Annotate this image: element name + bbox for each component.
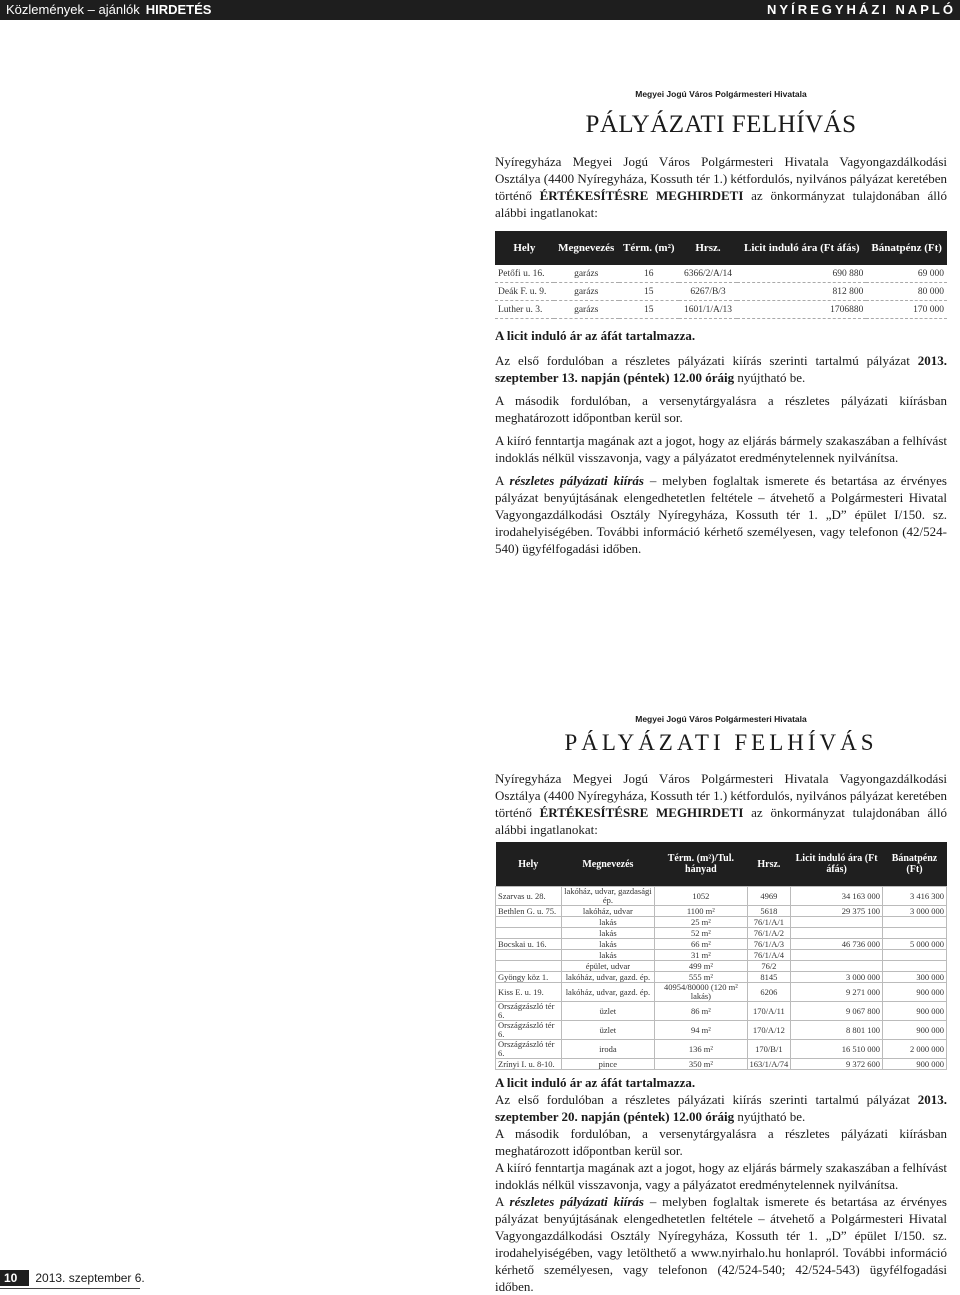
table-cell: 31 m² [655,950,747,961]
table-cell: Bocskai u. 16. [496,939,562,950]
property-table [495,842,947,1070]
table-cell [882,961,946,972]
issuer: Megyei Jogú Város Polgármesteri Hivatala [635,89,807,99]
page-footer [0,1270,145,1286]
table-cell: Gyöngy köz 1. [496,972,562,983]
col-header: Licit induló ára (Ft áfás) [791,842,883,887]
publication-name: NYÍREGYHÁZI NAPLÓ [767,2,956,17]
table-row [495,301,947,319]
table-cell: épület, udvar [561,961,655,972]
table-cell: 66 m² [655,939,747,950]
table-cell: lakás [561,950,655,961]
table-cell: 1706880 [737,301,866,319]
table-cell: 900 000 [882,1002,946,1021]
second-round-paragraph: A második fordulóban, a versenytárgyalásra a részletes pályázati kiírásban meghatározott időpontban kerül sor. [495,393,947,425]
table-header-row [496,842,947,887]
table-cell: 34 163 000 [791,887,883,906]
issue-date: 2013. szeptember 6. [35,1271,145,1285]
col-header: Hrsz. [679,231,737,265]
table-cell: 3 000 000 [791,972,883,983]
table-cell: 812 800 [737,283,866,301]
table-cell: 76/1/A/2 [747,928,791,939]
intro-paragraph: Nyíregyháza Megyei Jogú Város Polgármesteri Hivatala Vagyongazdálkodási Osztálya (4400 Nyíregyháza, Kossuth tér 1.) kétfordulós, nyilvános pályázat keretében történő ÉRTÉKESÍTÉSRE MEGHIRDETI az önkormányzat tulajdonában álló alábbi ingatlanokat: [495,154,947,220]
table-cell [882,928,946,939]
col-header: Licit induló ára (Ft áfás) [737,231,866,265]
table-cell: 499 m² [655,961,747,972]
table-cell: 6267/B/3 [679,283,737,301]
col-header: Hrsz. [747,842,791,887]
tender-notice-2 [495,714,947,1295]
table-cell: 15 [619,283,679,301]
table-cell: 15 [619,301,679,319]
table-cell: 3 416 300 [882,887,946,906]
table-cell [496,961,562,972]
page-header-bar [0,0,960,20]
table-cell: 6206 [747,983,791,1002]
table-cell: 86 m² [655,1002,747,1021]
table-cell: 900 000 [882,1021,946,1040]
table-cell: pince [561,1059,655,1070]
table-cell: 5618 [747,906,791,917]
reservation-paragraph: A kiíró fenntartja magának azt a jogot, hogy az eljárás bármely szakaszában a felhívást indoklás nélkül visszavonja, vagy a pályázatot eredménytelennek nyilvánítsa. [495,433,947,465]
table-cell: Bethlen G. u. 75. [496,906,562,917]
table-cell: 16 510 000 [791,1040,883,1059]
table-cell: Szarvas u. 28. [496,887,562,906]
table-cell: 80 000 [866,283,947,301]
table-cell: lakás [561,917,655,928]
table-row [496,1002,947,1021]
table-cell: Országzászló tér 6. [496,1002,562,1021]
table-row [495,283,947,301]
table-cell [791,961,883,972]
deadline-paragraph: Az első fordulóban a részletes pályázati kiírás szerinti tartalmú pályázat 2013. szeptember 20. napján (péntek) 12.00 óráig nyújtható be. [495,1092,947,1124]
table-row [496,1021,947,1040]
table-row [496,972,947,983]
issuer: Megyei Jogú Város Polgármesteri Hivatala [635,714,807,724]
table-cell: üzlet [561,1002,655,1021]
notice-title: PÁLYÁZATI FELHÍVÁS [585,111,857,138]
col-header: Bánatpénz (Ft) [882,842,946,887]
table-cell: garázs [554,301,619,319]
col-header: Megnevezés [554,231,619,265]
table-cell: iroda [561,1040,655,1059]
table-cell: 29 375 100 [791,906,883,917]
vat-note: A licit induló ár az áfát tartalmazza. [495,1075,696,1090]
table-row [496,1059,947,1070]
table-cell: 46 736 000 [791,939,883,950]
table-cell [496,917,562,928]
table-row [496,950,947,961]
table-cell: 52 m² [655,928,747,939]
table-cell [496,950,562,961]
table-row [496,961,947,972]
col-header: Hely [495,231,554,265]
table-cell: 900 000 [882,1059,946,1070]
table-cell: Petőfi u. 16. [495,265,554,283]
deadline-paragraph: Az első fordulóban a részletes pályázati kiírás szerinti tartalmú pályázat 2013. szeptember 13. napján (péntek) 12.00 óráig nyújtható be. [495,353,947,385]
table-cell: 5 000 000 [882,939,946,950]
reservation-paragraph: A kiíró fenntartja magának azt a jogot, hogy az eljárás bármely szakaszában a felhívást indoklás nélkül visszavonja, vagy a pályázatot eredménytelennek nyilvánítsa. [495,1160,947,1192]
table-cell: 6366/2/A/14 [679,265,737,283]
table-cell: 900 000 [882,983,946,1002]
table-cell: Országzászló tér 6. [496,1040,562,1059]
col-header: Térm. (m²)/Tul. hányad [655,842,747,887]
table-cell: 25 m² [655,917,747,928]
table-cell: lakás [561,939,655,950]
section-label: Közlemények – ajánlók [6,2,140,17]
table-cell: 2 000 000 [882,1040,946,1059]
table-cell: garázs [554,283,619,301]
table-cell: 170 000 [866,301,947,319]
table-cell: 16 [619,265,679,283]
table-cell: 76/1/A/1 [747,917,791,928]
table-cell: 9 372 600 [791,1059,883,1070]
details-paragraph: A részletes pályázati kiírás – melyben foglaltak ismerete és betartása az érvényes pályázat benyújtásának elengedhetetlen feltétele – átvehető a Polgármesteri Hivatal Vagyongazdálkodási Osztály Nyíregyháza, Kossuth tér 1. „D” épület I/150. sz. irodahelyiségében, vagy letölthető a www.nyirhalo.hu honlapról. További információ kérhető személyesen, vagy telefonon (42/524-540; 42/524-543) ügyfélfogadási időben. [495,1194,947,1294]
table-row [496,1040,947,1059]
table-cell: 690 880 [737,265,866,283]
notice-title: PÁLYÁZATI FELHÍVÁS [564,730,878,755]
category-label: HIRDETÉS [145,2,212,17]
table-row [496,906,947,917]
table-cell: 1052 [655,887,747,906]
table-cell: lakás [561,928,655,939]
table-cell: Országzászló tér 6. [496,1021,562,1040]
table-cell: 3 000 000 [882,906,946,917]
table-cell: 8145 [747,972,791,983]
table-cell: lakóház, udvar, gazd. ép. [561,972,655,983]
table-cell: 69 000 [866,265,947,283]
table-cell [791,928,883,939]
table-cell: 136 m² [655,1040,747,1059]
second-round-paragraph: A második fordulóban, a versenytárgyalásra a részletes pályázati kiírásban meghatározott időpontban kerül sor. [495,1126,947,1158]
intro-paragraph: Nyíregyháza Megyei Jogú Város Polgármesteri Hivatala Vagyongazdálkodási Osztálya (4400 Nyíregyháza, Kossuth tér 1.) kétfordulós, nyilvános pályázat keretében történő ÉRTÉKESÍTÉSRE MEGHIRDETI az önkormányzat tulajdonában álló alábbi ingatlanokat: [495,771,947,837]
table-cell [791,950,883,961]
table-cell: Luther u. 3. [495,301,554,319]
table-cell: 8 801 100 [791,1021,883,1040]
table-cell: lakóház, udvar, gazdasági ép. [561,887,655,906]
table-cell [791,917,883,928]
table-header-row [495,231,947,265]
col-header: Hely [496,842,562,887]
table-cell: 4969 [747,887,791,906]
table-cell: 350 m² [655,1059,747,1070]
table-cell: 76/2 [747,961,791,972]
table-row [496,983,947,1002]
table-cell: 9 271 000 [791,983,883,1002]
header-left [6,2,211,17]
page-number: 10 [0,1270,29,1286]
table-cell [882,950,946,961]
table-cell: 170/B/1 [747,1040,791,1059]
col-header: Bánatpénz (Ft) [866,231,947,265]
table-cell: 9 067 800 [791,1002,883,1021]
footer-divider [0,1288,140,1289]
col-header: Térm. (m²) [619,231,679,265]
table-cell: 94 m² [655,1021,747,1040]
tender-notice-1 [495,89,947,557]
table-cell: Zrínyi I. u. 8-10. [496,1059,562,1070]
table-row [496,917,947,928]
table-cell: 1601/1/A/13 [679,301,737,319]
table-cell: 40954/80000 (120 m² lakás) [655,983,747,1002]
table-cell: 170/A/11 [747,1002,791,1021]
table-cell: 76/1/A/3 [747,939,791,950]
table-cell: 1100 m² [655,906,747,917]
table-cell: 555 m² [655,972,747,983]
table-row [496,887,947,906]
table-cell: lakóház, udvar, gazd. ép. [561,983,655,1002]
table-cell: 163/1/A/74 [747,1059,791,1070]
table-cell: 170/A/12 [747,1021,791,1040]
table-cell [496,928,562,939]
table-cell: üzlet [561,1021,655,1040]
table-row [495,265,947,283]
table-cell [882,917,946,928]
table-cell: Deák F. u. 9. [495,283,554,301]
table-cell: 300 000 [882,972,946,983]
table-cell: 76/1/A/4 [747,950,791,961]
table-row [496,928,947,939]
col-header: Megnevezés [561,842,655,887]
vat-note: A licit induló ár az áfát tartalmazza. [495,328,696,343]
table-cell: Kiss E. u. 19. [496,983,562,1002]
table-cell: lakóház, udvar [561,906,655,917]
property-table [495,231,947,319]
table-row [496,939,947,950]
table-cell: garázs [554,265,619,283]
details-paragraph: A részletes pályázati kiírás – melyben foglaltak ismerete és betartása az érvényes pályázat benyújtásának elengedhetetlen feltétele – átvehető a Polgármesteri Hivatal Vagyongazdálkodási Osztály Nyíregyháza, Kossuth tér 1. „D” épület I/150. sz. irodahelyiségében. További információ kérhető személyesen, vagy telefonon (42/524-540) ügyfélfogadási időben. [495,473,947,556]
